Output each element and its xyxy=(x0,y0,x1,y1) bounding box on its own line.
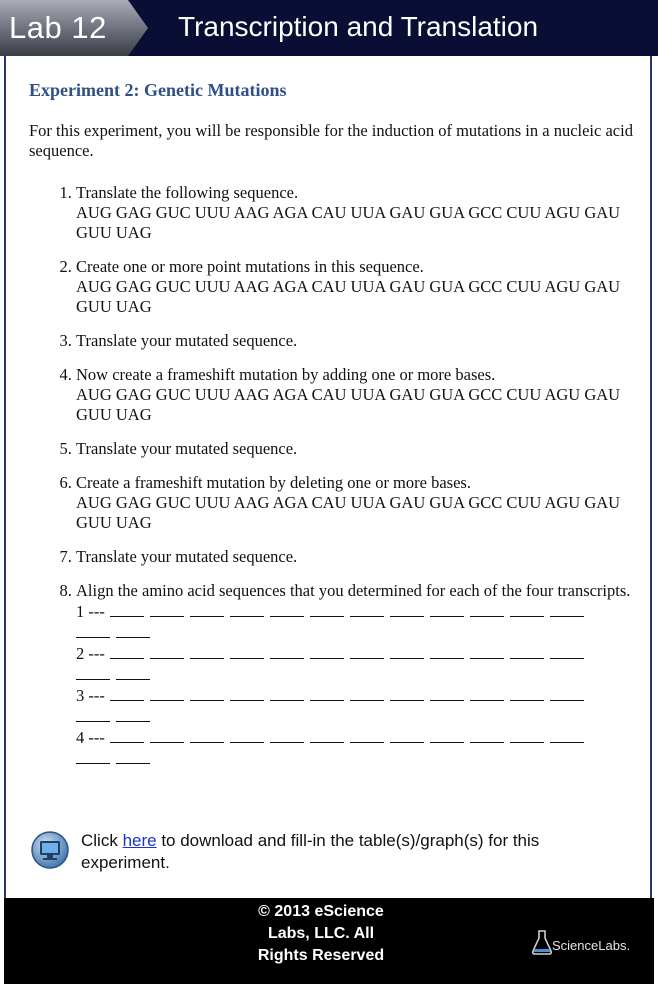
alignment-row-cont xyxy=(76,622,639,643)
answer-blank xyxy=(230,685,264,701)
alignment-blanks xyxy=(110,644,590,663)
answer-blank xyxy=(190,643,224,659)
answer-blank xyxy=(350,727,384,743)
escience-labs-logo xyxy=(530,928,650,958)
answer-blank xyxy=(116,622,150,638)
answer-blank xyxy=(76,622,110,638)
alignment-row xyxy=(76,685,639,706)
step-sequence: AUG GAG GUC UUU AAG AGA CAU UUA GAU GUA GCC CUU AGU GAU GUU UAG xyxy=(76,277,621,316)
step-item xyxy=(76,331,639,351)
step-text: 4. Now create a frameshift mutation by adding one or more bases. xyxy=(76,365,496,384)
lab-number: Lab 12 xyxy=(9,10,107,45)
answer-blank xyxy=(230,643,264,659)
experiment-title: Experiment 2: Genetic Mutations xyxy=(29,80,287,100)
step-item xyxy=(76,473,639,533)
answer-blank xyxy=(430,601,464,617)
answer-blank xyxy=(116,748,150,764)
answer-blank xyxy=(550,601,584,617)
alignment-blanks xyxy=(110,728,590,747)
answer-blank xyxy=(470,685,504,701)
page-title: Transcription and Translation xyxy=(178,11,539,42)
answer-blank xyxy=(390,685,424,701)
answer-blank xyxy=(390,727,424,743)
alignment-blanks xyxy=(110,686,590,705)
download-prefix: Click xyxy=(81,831,123,850)
answer-blank xyxy=(150,685,184,701)
answer-blank xyxy=(510,727,544,743)
alignment-blanks xyxy=(76,623,156,642)
alignment-row-cont xyxy=(76,748,639,769)
step-item xyxy=(76,183,639,243)
answer-blank xyxy=(350,643,384,659)
alignment-block xyxy=(76,601,639,769)
answer-blank xyxy=(110,685,144,701)
answer-blank xyxy=(190,601,224,617)
answer-blank xyxy=(550,727,584,743)
answer-blank xyxy=(110,643,144,659)
answer-blank xyxy=(390,643,424,659)
answer-blank xyxy=(310,601,344,617)
footer xyxy=(4,898,654,984)
step-text: 3. Translate your mutated sequence. xyxy=(76,331,298,350)
answer-blank xyxy=(310,643,344,659)
answer-blank xyxy=(470,727,504,743)
answer-blank xyxy=(230,727,264,743)
answer-blank xyxy=(350,685,384,701)
answer-blank xyxy=(310,685,344,701)
step-sequence: AUG GAG GUC UUU AAG AGA CAU UUA GAU GUA GCC CUU AGU GAU GUU UAG xyxy=(76,493,621,532)
answer-blank xyxy=(430,643,464,659)
answer-blank xyxy=(150,601,184,617)
step-sequence: AUG GAG GUC UUU AAG AGA CAU UUA GAU GUA GCC CUU AGU GAU GUU UAG xyxy=(76,385,621,424)
answer-blank xyxy=(76,706,110,722)
answer-blank xyxy=(270,601,304,617)
step-text: 6. Create a frameshift mutation by deleting one or more bases. xyxy=(76,473,471,492)
answer-blank xyxy=(470,601,504,617)
answer-blank xyxy=(470,643,504,659)
alignment-row xyxy=(76,601,639,622)
computer-download-icon[interactable] xyxy=(30,830,70,870)
answer-blank xyxy=(270,643,304,659)
step-text: 8. Align the amino acid sequences that you determined for each of the four transcripts. xyxy=(76,581,631,600)
answer-blank xyxy=(430,685,464,701)
answer-blank xyxy=(550,643,584,659)
copyright-text: © 2013 eScience Labs, LLC. All Rights Reserved xyxy=(257,903,385,964)
answer-blank xyxy=(150,643,184,659)
step-text: 2. Create one or more point mutations in this sequence. xyxy=(76,257,424,276)
step-text: 7. Translate your mutated sequence. xyxy=(76,547,298,566)
alignment-row-label: 4 --- xyxy=(76,728,105,747)
flask-icon xyxy=(530,928,554,956)
answer-blank xyxy=(510,601,544,617)
alignment-row xyxy=(76,643,639,664)
step-sequence: AUG GAG GUC UUU AAG AGA CAU UUA GAU GUA GCC CUU AGU GAU GUU UAG xyxy=(76,203,621,242)
step-item xyxy=(76,547,639,567)
alignment-row-label: 3 --- xyxy=(76,686,105,705)
answer-blank xyxy=(190,685,224,701)
answer-blank xyxy=(190,727,224,743)
alignment-row-cont xyxy=(76,664,639,685)
answer-blank xyxy=(76,664,110,680)
alignment-blanks xyxy=(76,749,156,768)
download-link[interactable]: here xyxy=(122,831,157,850)
alignment-blanks xyxy=(76,665,156,684)
answer-blank xyxy=(110,727,144,743)
answer-blank xyxy=(310,727,344,743)
step-item xyxy=(76,365,639,425)
step-item xyxy=(76,257,639,317)
alignment-row-label: 2 --- xyxy=(76,644,105,663)
step-item xyxy=(76,581,639,769)
alignment-row xyxy=(76,727,639,748)
answer-blank xyxy=(510,685,544,701)
answer-blank xyxy=(110,601,144,617)
answer-blank xyxy=(230,601,264,617)
answer-blank xyxy=(390,601,424,617)
download-suffix: to download and fill-in the table(s)/graph(s) for this experiment. xyxy=(81,831,540,872)
step-text: 5. Translate your mutated sequence. xyxy=(76,439,298,458)
answer-blank xyxy=(116,706,150,722)
answer-blank xyxy=(550,685,584,701)
alignment-row-cont xyxy=(76,706,639,727)
experiment-intro: For this experiment, you will be responsible for the induction of mutations in a nucleic acid sequence. xyxy=(29,121,633,160)
header-banner xyxy=(0,0,658,56)
answer-blank xyxy=(270,685,304,701)
main-content xyxy=(29,80,639,783)
answer-blank xyxy=(430,727,464,743)
answer-blank xyxy=(510,643,544,659)
alignment-blanks xyxy=(76,707,156,726)
download-section xyxy=(30,830,630,876)
alignment-blanks xyxy=(110,602,590,621)
answer-blank xyxy=(270,727,304,743)
answer-blank xyxy=(350,601,384,617)
answer-blank xyxy=(116,664,150,680)
steps-list xyxy=(29,183,639,769)
alignment-row-label: 1 --- xyxy=(76,602,105,621)
step-text: 1. Translate the following sequence. xyxy=(76,183,299,202)
download-text xyxy=(81,830,601,874)
answer-blank xyxy=(76,748,110,764)
step-item xyxy=(76,439,639,459)
logo-text: ScienceLabs. xyxy=(552,938,631,953)
answer-blank xyxy=(150,727,184,743)
